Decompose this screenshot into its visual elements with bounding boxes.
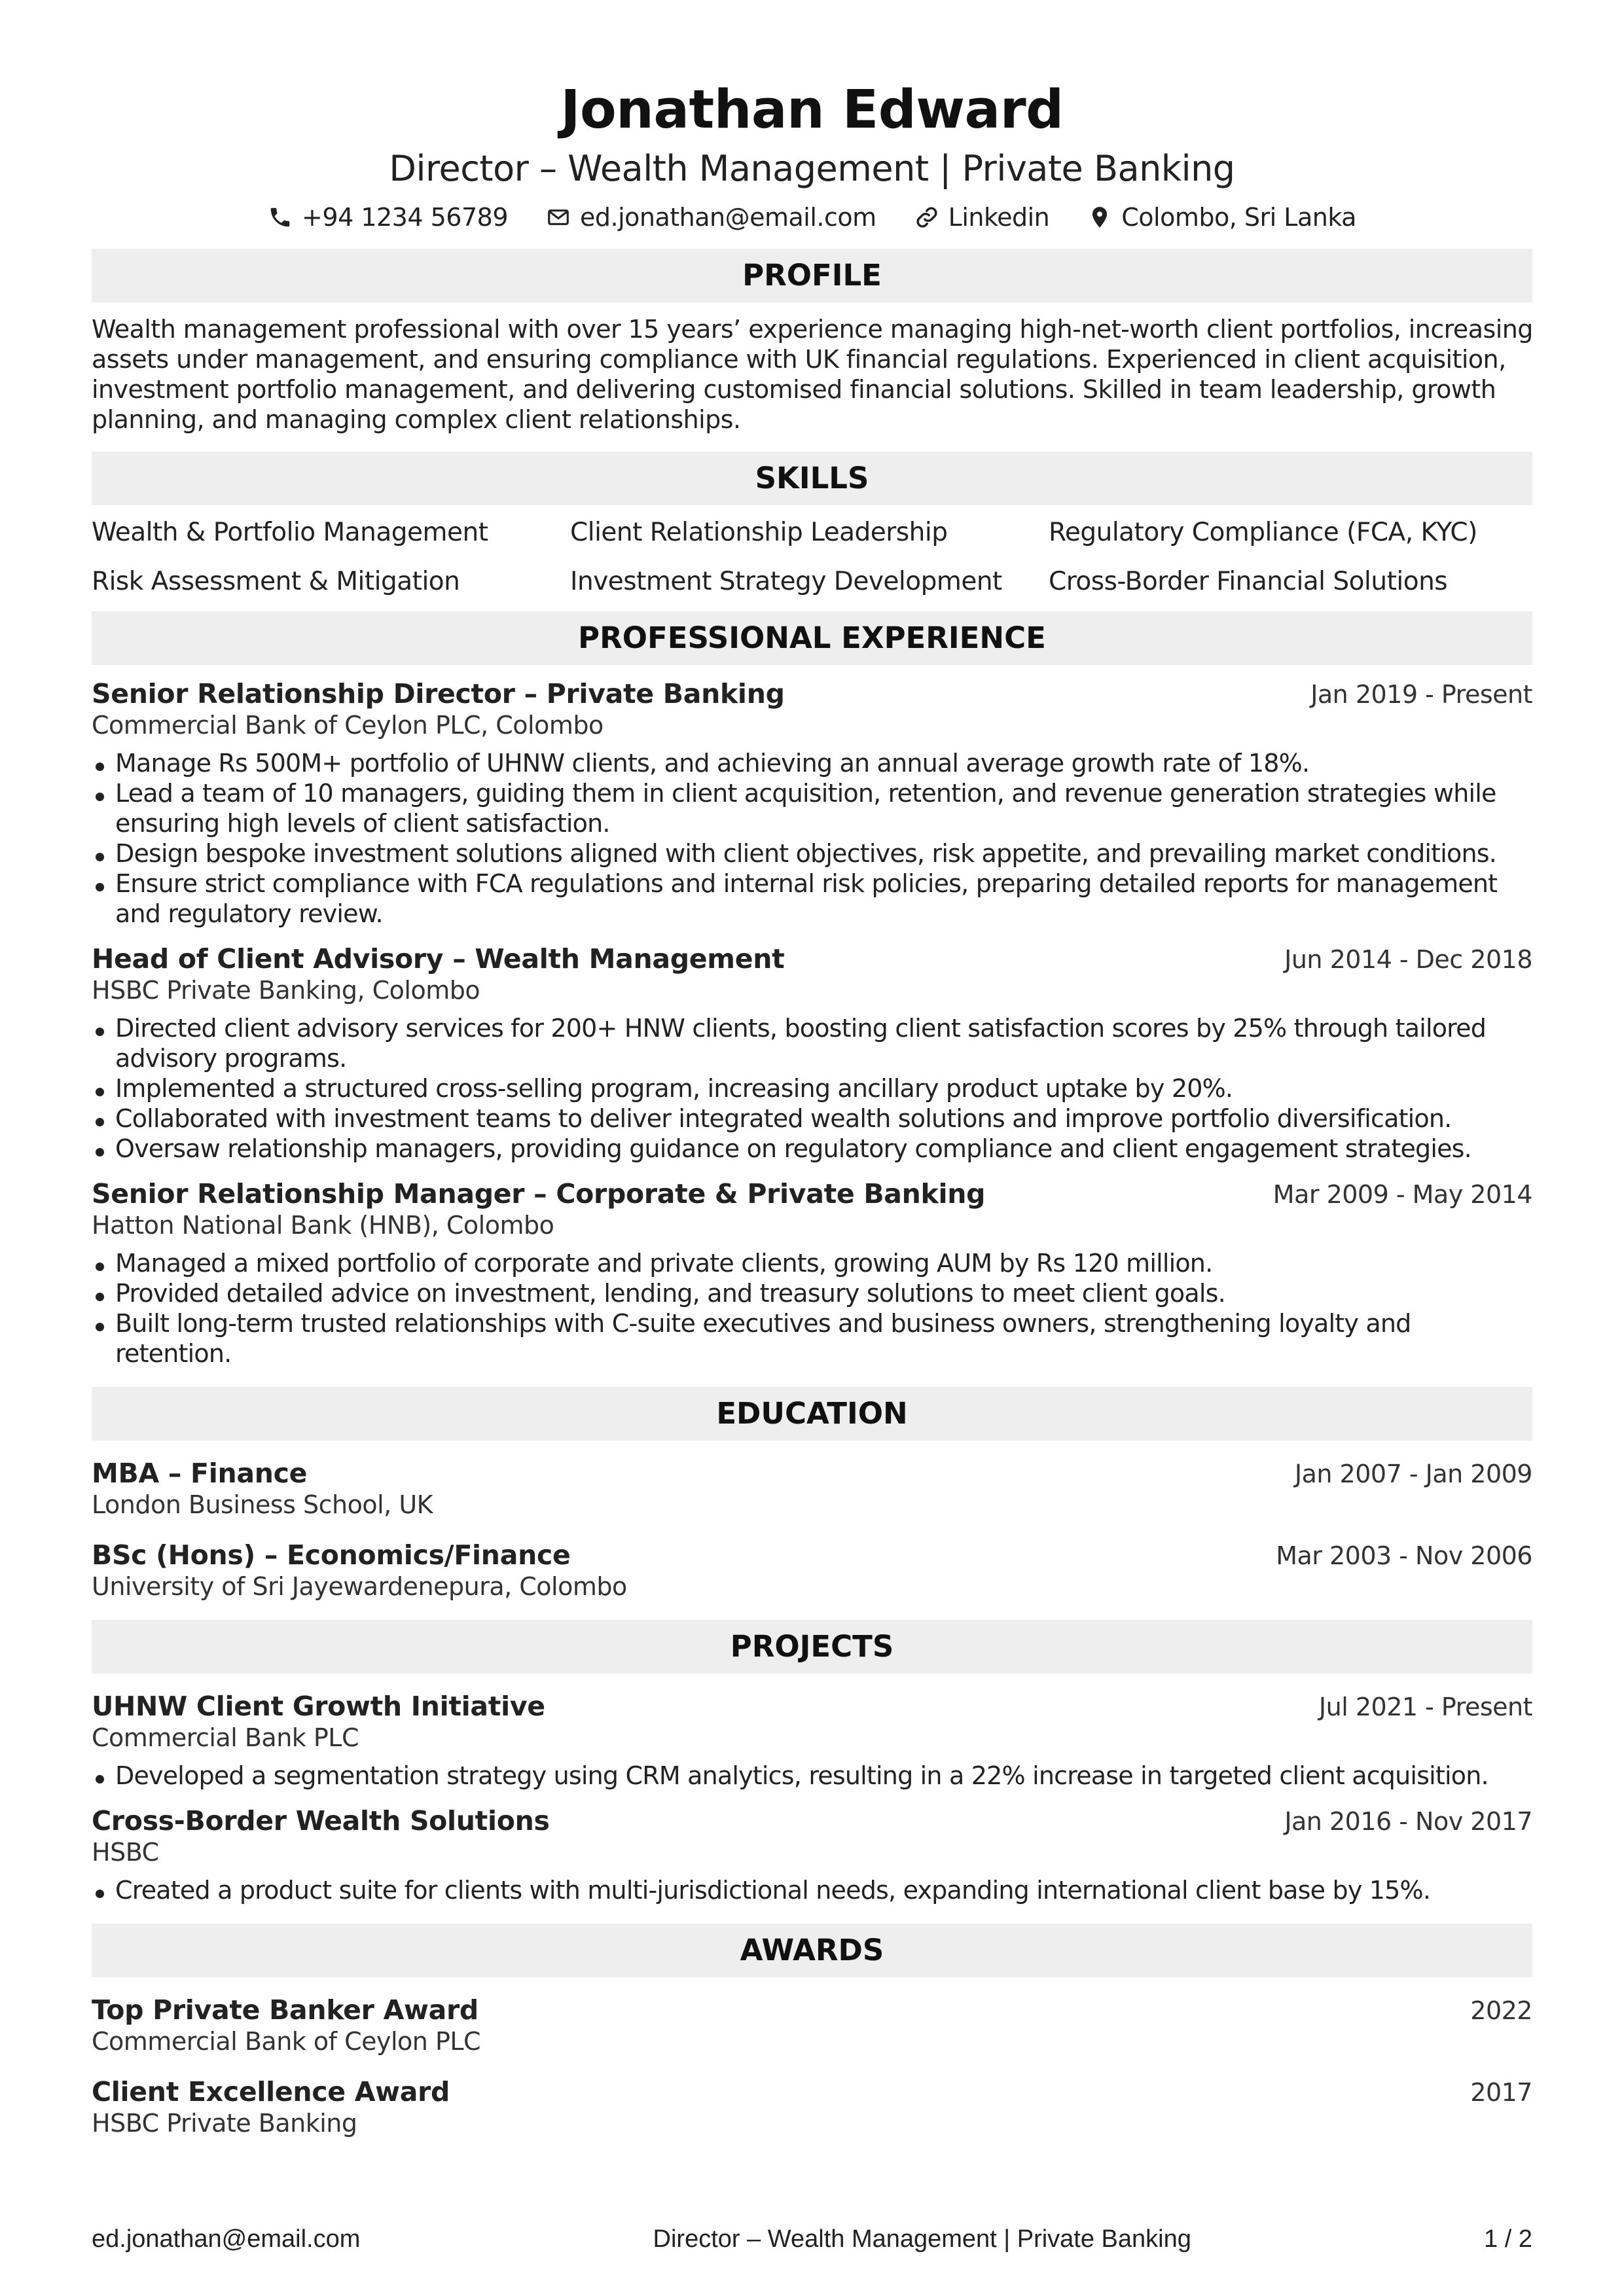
job-date: Jan 2019 - Present bbox=[1310, 680, 1532, 709]
footer-email: ed.jonathan@email.com bbox=[92, 2225, 361, 2253]
school-name: London Business School, UK bbox=[92, 1490, 433, 1519]
job-title: Senior Relationship Director – Private Banking bbox=[92, 678, 785, 709]
bullet-item: Collaborated with investment teams to deliver integrated wealth solutions and improve portfolio diversification. bbox=[92, 1103, 1532, 1134]
contact-phone[interactable] bbox=[268, 199, 508, 236]
bullet-item: Design bespoke investment solutions aligned with client objectives, risk appetite, and prevailing market conditions. bbox=[92, 838, 1532, 869]
contact-email[interactable] bbox=[546, 199, 876, 236]
bullet-item: Lead a team of 10 managers, guiding them in client acquisition, retention, and revenue generation strategies while ensuring high levels of client satisfaction. bbox=[92, 778, 1532, 838]
link-icon bbox=[914, 205, 939, 230]
location-pin-icon bbox=[1087, 205, 1112, 230]
skill-item: Risk Assessment & Mitigation bbox=[92, 567, 460, 596]
profile-summary bbox=[92, 314, 1532, 435]
job-date: Mar 2009 - May 2014 bbox=[1272, 1180, 1532, 1209]
job-bullets bbox=[92, 1013, 1532, 1164]
experience-heading: PROFESSIONAL EXPERIENCE bbox=[92, 611, 1532, 665]
bullet-item: Managed a mixed portfolio of corporate and private clients, growing AUM by Rs 120 million. bbox=[92, 1248, 1532, 1278]
award-org: HSBC Private Banking bbox=[92, 2109, 357, 2138]
bullet-item: Directed client advisory services for 200+ HNW clients, boosting client satisfaction scores by 25% through tailored advisory programs. bbox=[92, 1013, 1532, 1073]
profile-line: investment portfolio management, and delivering customised financial solutions. Skilled in team leadership, growth bbox=[92, 375, 1496, 404]
bullet-item: Provided detailed advice on investment, lending, and treasury solutions to meet client goals. bbox=[92, 1278, 1532, 1308]
project-bullets bbox=[92, 1761, 1532, 1791]
candidate-headline: Director – Wealth Management | Private Banking bbox=[389, 148, 1235, 189]
bullet-item: Manage Rs 500M+ portfolio of UHNW clients, and achieving an annual average growth rate of 18%. bbox=[92, 748, 1532, 778]
education-entry bbox=[92, 1458, 1532, 1520]
project-org: Commercial Bank PLC bbox=[92, 1723, 359, 1752]
skill-item: Cross-Border Financial Solutions bbox=[1049, 567, 1448, 596]
degree-title: BSc (Hons) – Economics/Finance bbox=[92, 1539, 571, 1571]
award-year: 2022 bbox=[1470, 1996, 1532, 2025]
project-org: HSBC bbox=[92, 1838, 159, 1867]
project-date: Jul 2021 - Present bbox=[1318, 1693, 1532, 1721]
project-date: Jan 2016 - Nov 2017 bbox=[1284, 1807, 1532, 1836]
job-company: Hatton National Bank (HNB), Colombo bbox=[92, 1211, 554, 1240]
candidate-name: Jonathan Edward bbox=[560, 79, 1064, 141]
email-address: ed.jonathan@email.com bbox=[580, 203, 876, 232]
award-entry bbox=[92, 2076, 1532, 2138]
degree-date: Mar 2003 - Nov 2006 bbox=[1276, 1541, 1532, 1570]
award-org: Commercial Bank of Ceylon PLC bbox=[92, 2027, 481, 2056]
awards-heading: AWARDS bbox=[92, 1924, 1532, 1977]
bullet-item: Built long-term trusted relationships with C-suite executives and business owners, strengthening loyalty and retention. bbox=[92, 1308, 1532, 1369]
bullet-item: Oversaw relationship managers, providing guidance on regulatory compliance and client engagement strategies. bbox=[92, 1134, 1532, 1164]
footer-page-number: 1 / 2 bbox=[1484, 2225, 1532, 2253]
job-company: HSBC Private Banking, Colombo bbox=[92, 976, 480, 1005]
skill-item: Regulatory Compliance (FCA, KYC) bbox=[1049, 518, 1477, 547]
experience-entry bbox=[92, 678, 1532, 929]
skills-heading: SKILLS bbox=[92, 452, 1532, 505]
footer-title: Director – Wealth Management | Private Banking bbox=[653, 2225, 1191, 2253]
bullet-item: Developed a segmentation strategy using CRM analytics, resulting in a 22% increase in targeted client acquisition. bbox=[92, 1761, 1532, 1791]
projects-heading: PROJECTS bbox=[92, 1620, 1532, 1674]
education-heading: EDUCATION bbox=[92, 1387, 1532, 1441]
school-name: University of Sri Jayewardenepura, Colombo bbox=[92, 1572, 627, 1601]
award-year: 2017 bbox=[1470, 2078, 1532, 2107]
skill-item: Investment Strategy Development bbox=[570, 567, 1002, 596]
job-company: Commercial Bank of Ceylon PLC, Colombo bbox=[92, 711, 604, 740]
linkedin-link: Linkedin bbox=[948, 203, 1050, 232]
bullet-item: Created a product suite for clients with multi-jurisdictional needs, expanding international client base by 15%. bbox=[92, 1875, 1532, 1905]
bullet-item: Ensure strict compliance with FCA regulations and internal risk policies, preparing detailed reports for management and regulatory review. bbox=[92, 869, 1532, 929]
job-bullets bbox=[92, 1248, 1532, 1369]
project-entry bbox=[92, 1691, 1532, 1791]
project-title: Cross-Border Wealth Solutions bbox=[92, 1805, 550, 1837]
mail-icon bbox=[546, 205, 571, 230]
contact-bar bbox=[92, 199, 1532, 236]
contact-linkedin[interactable] bbox=[914, 199, 1050, 236]
profile-heading: PROFILE bbox=[92, 249, 1532, 302]
job-title: Head of Client Advisory – Wealth Management bbox=[92, 943, 785, 975]
profile-line: planning, and managing complex client relationships. bbox=[92, 405, 741, 434]
award-title: Top Private Banker Award bbox=[92, 1994, 478, 2026]
job-bullets bbox=[92, 748, 1532, 929]
job-title: Senior Relationship Manager – Corporate & Private Banking bbox=[92, 1178, 986, 1210]
profile-line: Wealth management professional with over 15 years’ experience managing high-net-worth client portfolios, increasing bbox=[92, 315, 1533, 344]
skill-item: Wealth & Portfolio Management bbox=[92, 518, 488, 547]
skills-grid bbox=[92, 508, 1532, 606]
project-title: UHNW Client Growth Initiative bbox=[92, 1691, 545, 1722]
degree-title: MBA – Finance bbox=[92, 1458, 308, 1489]
award-entry bbox=[92, 1994, 1532, 2056]
contact-location bbox=[1087, 199, 1356, 236]
phone-icon bbox=[268, 205, 293, 230]
phone-number: +94 1234 56789 bbox=[302, 203, 508, 232]
degree-date: Jan 2007 - Jan 2009 bbox=[1294, 1460, 1532, 1488]
project-bullets bbox=[92, 1875, 1532, 1905]
award-title: Client Excellence Award bbox=[92, 2076, 450, 2108]
project-entry bbox=[92, 1805, 1532, 1905]
experience-entry bbox=[92, 1178, 1532, 1369]
bullet-item: Implemented a structured cross-selling program, increasing ancillary product uptake by 20%. bbox=[92, 1073, 1532, 1103]
experience-entry bbox=[92, 943, 1532, 1164]
location-text: Colombo, Sri Lanka bbox=[1121, 203, 1356, 232]
job-date: Jun 2014 - Dec 2018 bbox=[1284, 945, 1532, 974]
page-footer bbox=[92, 2225, 1532, 2253]
profile-line: assets under management, and ensuring compliance with UK financial regulations. Experienced in client acquisition, bbox=[92, 345, 1506, 374]
education-entry bbox=[92, 1539, 1532, 1602]
skill-item: Client Relationship Leadership bbox=[570, 518, 948, 547]
